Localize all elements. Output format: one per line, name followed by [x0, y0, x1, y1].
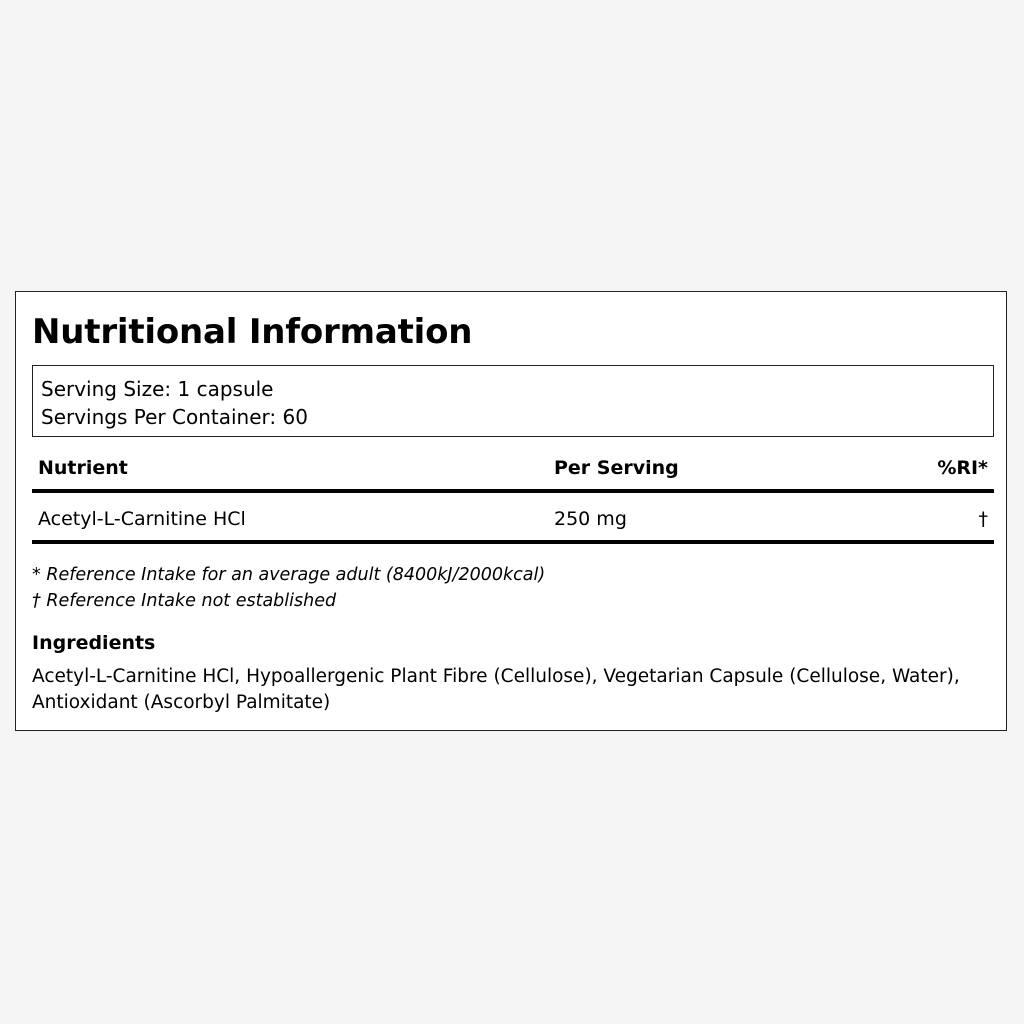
- nutrient-table: [32, 449, 994, 544]
- ingredients-heading: Ingredients: [32, 632, 156, 654]
- header-ri: %RI*: [937, 457, 988, 479]
- row-per-serving-amount: 250 mg: [554, 508, 627, 530]
- servings-per-container: Servings Per Container: 60: [41, 405, 308, 429]
- header-nutrient: Nutrient: [38, 457, 128, 479]
- row-ri-value: †: [978, 508, 988, 530]
- row-nutrient-name: Acetyl-L-Carnitine HCl: [38, 508, 246, 530]
- ingredients-list: Acetyl-L-Carnitine HCl, Hypoallergenic Plant Fibre (Cellulose), Vegetarian Capsule (Cellulose, Water), Antioxidant (Ascorbyl Palmitate): [32, 666, 960, 713]
- serving-size: Serving Size: 1 capsule: [41, 377, 274, 401]
- nutrition-label-panel: [15, 291, 1007, 731]
- table-header-row: [32, 449, 994, 493]
- footnote-reference-intake: * Reference Intake for an average adult (8400kJ/2000kcal): [32, 565, 546, 585]
- footnote-not-established: † Reference Intake not established: [32, 591, 337, 611]
- footnotes: [32, 562, 545, 614]
- serving-info-box: [32, 365, 994, 437]
- label-title: Nutritional Information: [32, 312, 473, 352]
- header-per-serving: Per Serving: [554, 457, 679, 479]
- table-row: [32, 493, 994, 544]
